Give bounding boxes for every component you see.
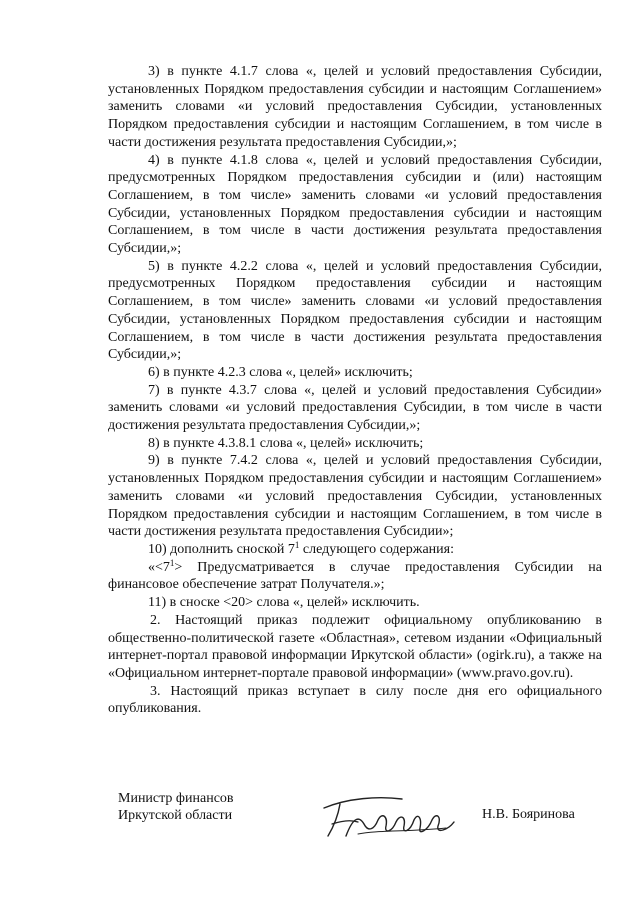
item-8: 8) в пункте 4.3.8.1 слова «, целей» исключить;	[148, 435, 424, 451]
signatory-role-line-1: Министр финансов	[118, 791, 234, 806]
item-10-superscript: 1	[294, 539, 300, 550]
item-6: 6) в пункте 4.2.3 слова «, целей» исключить;	[148, 364, 413, 380]
footnote-body: > Предусматривается в случае предоставления Субсидии на финансовое обеспечение затрат Получателя.»;	[108, 559, 602, 593]
item-3: 3) в пункте 4.1.7 слова «, целей и условий предоставления Субсидии, установленных Порядком предоставления субсидии и настоящим Соглашением» заменить словами «и условий предоставления Субсидии, установленных Порядком предоставления субсидии и настоящим Соглашением, в том числе в части достижения результата предоставления Субсидии,»;	[108, 64, 602, 150]
item-10	[108, 541, 602, 559]
item-10-text: 10) дополнить сноской 7	[148, 541, 295, 557]
footnote-open: «<7	[148, 559, 170, 575]
item-9: 9) в пункте 7.4.2 слова «, целей и условий предоставления Субсидии, установленных Порядком предоставления субсидии и настоящим Соглашением» заменить словами «и условий предоставления Субсидии, установленных Порядком предоставления субсидии и настоящим Соглашением, в том числе в части достижения результата предоставления Субсидии»;	[108, 453, 602, 540]
footnote-superscript: 1	[169, 557, 175, 568]
section-2: 2. Настоящий приказ подлежит официальному опубликованию в общественно-политической газете «Областная», сетевом издании «Официальный интернет-портал правовой информации Иркутской области» (ogirk.ru), а также на «Официальном интернет-портале правовой информации» (www.pravo.gov.ru).	[108, 612, 602, 681]
item-7: 7) в пункте 4.3.7 слова «, целей и условий предоставления Субсидии» заменить словами «и условий предоставления Субсидии, в том числе в части достижения результата предоставления Субсидии,»;	[108, 382, 602, 434]
signatory-name: Н.В. Бояринова	[482, 807, 575, 822]
signatory-role-line-2: Иркутской области	[118, 808, 233, 823]
item-10-tail: следующего содержания:	[299, 541, 454, 557]
item-5: 5) в пункте 4.2.2 слова «, целей и условий предоставления Субсидии, предусмотренных Порядком предоставления субсидии и настоящим Соглашением, в том числе» заменить словами «и условий предоставления Субсидии, установленных Порядком предоставления субсидии и настоящим Соглашением, в том числе в части достижения результата предоставления Субсидии,»;	[108, 258, 602, 363]
section-3: 3. Настоящий приказ вступает в силу после дня его официального опубликования.	[108, 683, 602, 717]
footnote-text	[108, 559, 602, 594]
item-11: 11) в сноске <20> слова «, целей» исключить.	[148, 595, 420, 611]
signatory-role	[118, 790, 298, 824]
document-body	[108, 63, 602, 718]
item-4: 4) в пункте 4.1.8 слова «, целей и условий предоставления Субсидии, предусмотренных Порядком предоставления субсидии и (или) настоящим Соглашением, в том числе» заменить словами «и условий предоставления Субсидии, установленных Порядком предоставления субсидии и настоящим Соглашением, в том числе в части достижения результата предоставления Субсидии,»;	[108, 152, 602, 257]
handwritten-signature	[318, 790, 468, 842]
